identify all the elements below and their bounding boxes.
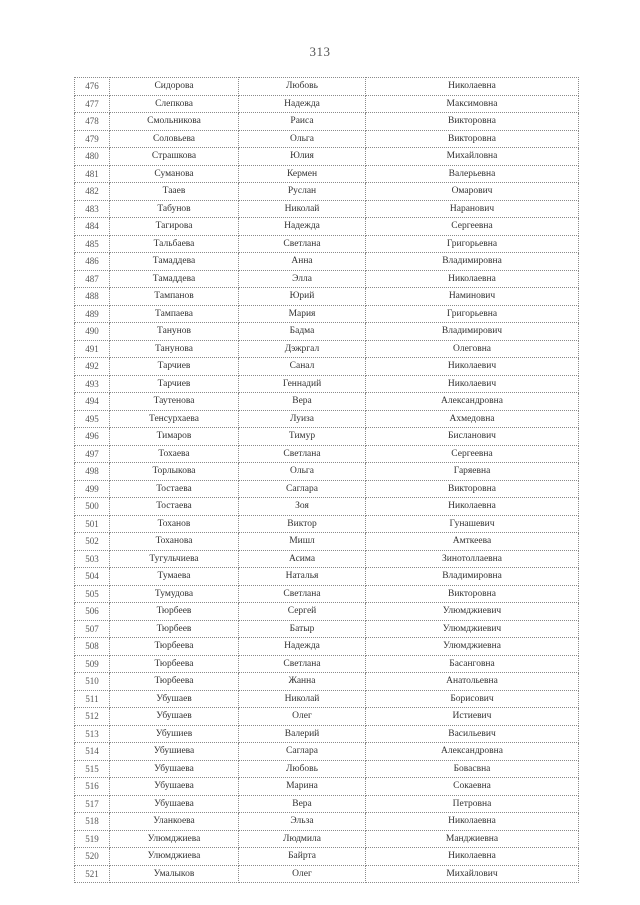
given-name-cell: Элла [239,270,366,288]
patronymic-cell: Наминович [366,288,579,306]
row-number: 521 [75,865,110,883]
table-row [75,673,579,691]
surname-cell: Тагирова [110,218,239,236]
given-name-cell: Саглара [239,743,366,761]
patronymic-cell: Бисланович [366,428,579,446]
table-row [75,813,579,831]
given-name-cell: Светлана [239,655,366,673]
patronymic-cell: Николаевна [366,78,579,96]
patronymic-cell: Гаряевна [366,463,579,481]
surname-cell: Тюрбеев [110,603,239,621]
surname-cell: Убушаев [110,708,239,726]
row-number: 512 [75,708,110,726]
surname-cell: Убушаев [110,690,239,708]
table-row [75,358,579,376]
surname-cell: Тааев [110,183,239,201]
surname-cell: Тамаддева [110,253,239,271]
given-name-cell: Надежда [239,638,366,656]
table-row [75,270,579,288]
row-number: 484 [75,218,110,236]
patronymic-cell: Петровна [366,795,579,813]
table-row [75,655,579,673]
given-name-cell: Николай [239,690,366,708]
given-name-cell: Николай [239,200,366,218]
surname-cell: Тостаева [110,480,239,498]
surname-cell: Тоханов [110,515,239,533]
surname-cell: Улюмджиева [110,848,239,866]
surname-cell: Тимаров [110,428,239,446]
given-name-cell: Светлана [239,585,366,603]
row-number: 492 [75,358,110,376]
given-name-cell: Олег [239,708,366,726]
table-row [75,305,579,323]
table-row [75,568,579,586]
row-number: 511 [75,690,110,708]
row-number: 487 [75,270,110,288]
table-row [75,620,579,638]
patronymic-cell: Гунашевич [366,515,579,533]
table-row [75,830,579,848]
table-row [75,760,579,778]
row-number: 502 [75,533,110,551]
patronymic-cell: Викторовна [366,480,579,498]
patronymic-cell: Манджиевна [366,830,579,848]
row-number: 510 [75,673,110,691]
surname-cell: Тоханова [110,533,239,551]
table-row [75,795,579,813]
surname-cell: Тальбаева [110,235,239,253]
patronymic-cell: Николаевна [366,270,579,288]
given-name-cell: Марина [239,778,366,796]
surname-cell: Тампаева [110,305,239,323]
name-roster-table [74,77,579,883]
surname-cell: Тюрбеева [110,655,239,673]
patronymic-cell: Михайлович [366,865,579,883]
table-row [75,515,579,533]
patronymic-cell: Владимировна [366,568,579,586]
surname-cell: Тохаева [110,445,239,463]
patronymic-cell: Максимовна [366,95,579,113]
given-name-cell: Раиса [239,113,366,131]
given-name-cell: Луиза [239,410,366,428]
row-number: 477 [75,95,110,113]
row-number: 478 [75,113,110,131]
given-name-cell: Надежда [239,95,366,113]
surname-cell: Убушаева [110,778,239,796]
surname-cell: Тостаева [110,498,239,516]
table-row [75,410,579,428]
table-row [75,165,579,183]
row-number: 514 [75,743,110,761]
given-name-cell: Любовь [239,760,366,778]
surname-cell: Умалыков [110,865,239,883]
row-number: 485 [75,235,110,253]
patronymic-cell: Николаевич [366,375,579,393]
patronymic-cell: Николаевич [366,358,579,376]
given-name-cell: Юлия [239,148,366,166]
row-number: 493 [75,375,110,393]
table-row [75,375,579,393]
surname-cell: Танунова [110,340,239,358]
patronymic-cell: Викторовна [366,113,579,131]
surname-cell: Таутенова [110,393,239,411]
row-number: 499 [75,480,110,498]
row-number: 517 [75,795,110,813]
patronymic-cell: Ахмедовна [366,410,579,428]
table-row [75,235,579,253]
surname-cell: Танунов [110,323,239,341]
patronymic-cell: Валерьевна [366,165,579,183]
surname-cell: Тюрбеев [110,620,239,638]
row-number: 494 [75,393,110,411]
surname-cell: Табунов [110,200,239,218]
patronymic-cell: Сергеевна [366,445,579,463]
given-name-cell: Эльза [239,813,366,831]
row-number: 515 [75,760,110,778]
table-row [75,585,579,603]
row-number: 519 [75,830,110,848]
patronymic-cell: Александровна [366,743,579,761]
surname-cell: Тумаева [110,568,239,586]
patronymic-cell: Бовасвна [366,760,579,778]
given-name-cell: Ольга [239,463,366,481]
table-row [75,200,579,218]
patronymic-cell: Улюмджиевич [366,620,579,638]
patronymic-cell: Николаевна [366,813,579,831]
surname-cell: Соловьева [110,130,239,148]
table-row [75,743,579,761]
patronymic-cell: Владимировна [366,253,579,271]
given-name-cell: Тимур [239,428,366,446]
surname-cell: Уланкоева [110,813,239,831]
surname-cell: Тумудова [110,585,239,603]
table-row [75,95,579,113]
table-row [75,848,579,866]
surname-cell: Тарчиев [110,375,239,393]
given-name-cell: Виктор [239,515,366,533]
patronymic-cell: Олеговна [366,340,579,358]
patronymic-cell: Амткеева [366,533,579,551]
patronymic-cell: Григорьевна [366,235,579,253]
given-name-cell: Олег [239,865,366,883]
patronymic-cell: Александровна [366,393,579,411]
row-number: 503 [75,550,110,568]
table-row [75,708,579,726]
row-number: 480 [75,148,110,166]
table-row [75,130,579,148]
table-row [75,78,579,96]
given-name-cell: Бадма [239,323,366,341]
given-name-cell: Асима [239,550,366,568]
surname-cell: Сидорова [110,78,239,96]
patronymic-cell: Наранович [366,200,579,218]
patronymic-cell: Истиевич [366,708,579,726]
row-number: 518 [75,813,110,831]
patronymic-cell: Сокаевна [366,778,579,796]
given-name-cell: Зоя [239,498,366,516]
row-number: 479 [75,130,110,148]
surname-cell: Убушиева [110,743,239,761]
row-number: 496 [75,428,110,446]
given-name-cell: Валерий [239,725,366,743]
row-number: 509 [75,655,110,673]
given-name-cell: Байрта [239,848,366,866]
table-row [75,725,579,743]
row-number: 495 [75,410,110,428]
surname-cell: Суманова [110,165,239,183]
table-row [75,183,579,201]
patronymic-cell: Борисович [366,690,579,708]
patronymic-cell: Васильевич [366,725,579,743]
given-name-cell: Вера [239,795,366,813]
given-name-cell: Сергей [239,603,366,621]
row-number: 520 [75,848,110,866]
given-name-cell: Ольга [239,130,366,148]
table-row [75,148,579,166]
surname-cell: Убушиев [110,725,239,743]
row-number: 481 [75,165,110,183]
patronymic-cell: Николаевна [366,848,579,866]
row-number: 500 [75,498,110,516]
surname-cell: Убушаева [110,760,239,778]
patronymic-cell: Омарович [366,183,579,201]
patronymic-cell: Викторовна [366,585,579,603]
given-name-cell: Анна [239,253,366,271]
patronymic-cell: Михайловна [366,148,579,166]
row-number: 507 [75,620,110,638]
given-name-cell: Мишл [239,533,366,551]
table-row [75,428,579,446]
row-number: 490 [75,323,110,341]
given-name-cell: Вера [239,393,366,411]
row-number: 476 [75,78,110,96]
given-name-cell: Юрий [239,288,366,306]
row-number: 497 [75,445,110,463]
surname-cell: Тампанов [110,288,239,306]
row-number: 489 [75,305,110,323]
row-number: 482 [75,183,110,201]
table-row [75,323,579,341]
table-row [75,865,579,883]
row-number: 491 [75,340,110,358]
surname-cell: Тамаддева [110,270,239,288]
row-number: 501 [75,515,110,533]
table-row [75,113,579,131]
row-number: 488 [75,288,110,306]
table-row [75,533,579,551]
table-row [75,218,579,236]
patronymic-cell: Григорьевна [366,305,579,323]
table-row [75,340,579,358]
surname-cell: Убушаева [110,795,239,813]
patronymic-cell: Улюмджиевич [366,603,579,621]
row-number: 508 [75,638,110,656]
given-name-cell: Дэжргал [239,340,366,358]
given-name-cell: Светлана [239,235,366,253]
patronymic-cell: Анатольевна [366,673,579,691]
row-number: 504 [75,568,110,586]
given-name-cell: Надежда [239,218,366,236]
table-row [75,603,579,621]
given-name-cell: Батыр [239,620,366,638]
given-name-cell: Людмила [239,830,366,848]
patronymic-cell: Владимирович [366,323,579,341]
row-number: 505 [75,585,110,603]
table-row [75,638,579,656]
table-row [75,288,579,306]
given-name-cell: Санал [239,358,366,376]
surname-cell: Страшкова [110,148,239,166]
given-name-cell: Геннадий [239,375,366,393]
row-number: 486 [75,253,110,271]
surname-cell: Торлыкова [110,463,239,481]
patronymic-cell: Улюмджиевна [366,638,579,656]
row-number: 516 [75,778,110,796]
table-row [75,778,579,796]
given-name-cell: Кермен [239,165,366,183]
given-name-cell: Саглара [239,480,366,498]
given-name-cell: Любовь [239,78,366,96]
given-name-cell: Руслан [239,183,366,201]
surname-cell: Тарчиев [110,358,239,376]
row-number: 513 [75,725,110,743]
table-row [75,253,579,271]
page-number: 313 [309,44,331,59]
surname-cell: Тюрбеева [110,673,239,691]
patronymic-cell: Николаевна [366,498,579,516]
row-number: 483 [75,200,110,218]
patronymic-cell: Викторовна [366,130,579,148]
table-row [75,393,579,411]
given-name-cell: Жанна [239,673,366,691]
surname-cell: Тюрбеева [110,638,239,656]
surname-cell: Улюмджиева [110,830,239,848]
patronymic-cell: Басанговна [366,655,579,673]
surname-cell: Смольникова [110,113,239,131]
table-row [75,690,579,708]
given-name-cell: Светлана [239,445,366,463]
surname-cell: Слепкова [110,95,239,113]
row-number: 506 [75,603,110,621]
table-row [75,550,579,568]
table-row [75,445,579,463]
roster-body [75,78,579,883]
patronymic-cell: Зинотоллаевна [366,550,579,568]
table-row [75,463,579,481]
surname-cell: Тугульчиева [110,550,239,568]
table-row [75,480,579,498]
given-name-cell: Наталья [239,568,366,586]
row-number: 498 [75,463,110,481]
patronymic-cell: Сергеевна [366,218,579,236]
given-name-cell: Мария [239,305,366,323]
table-row [75,498,579,516]
surname-cell: Тенсурхаева [110,410,239,428]
